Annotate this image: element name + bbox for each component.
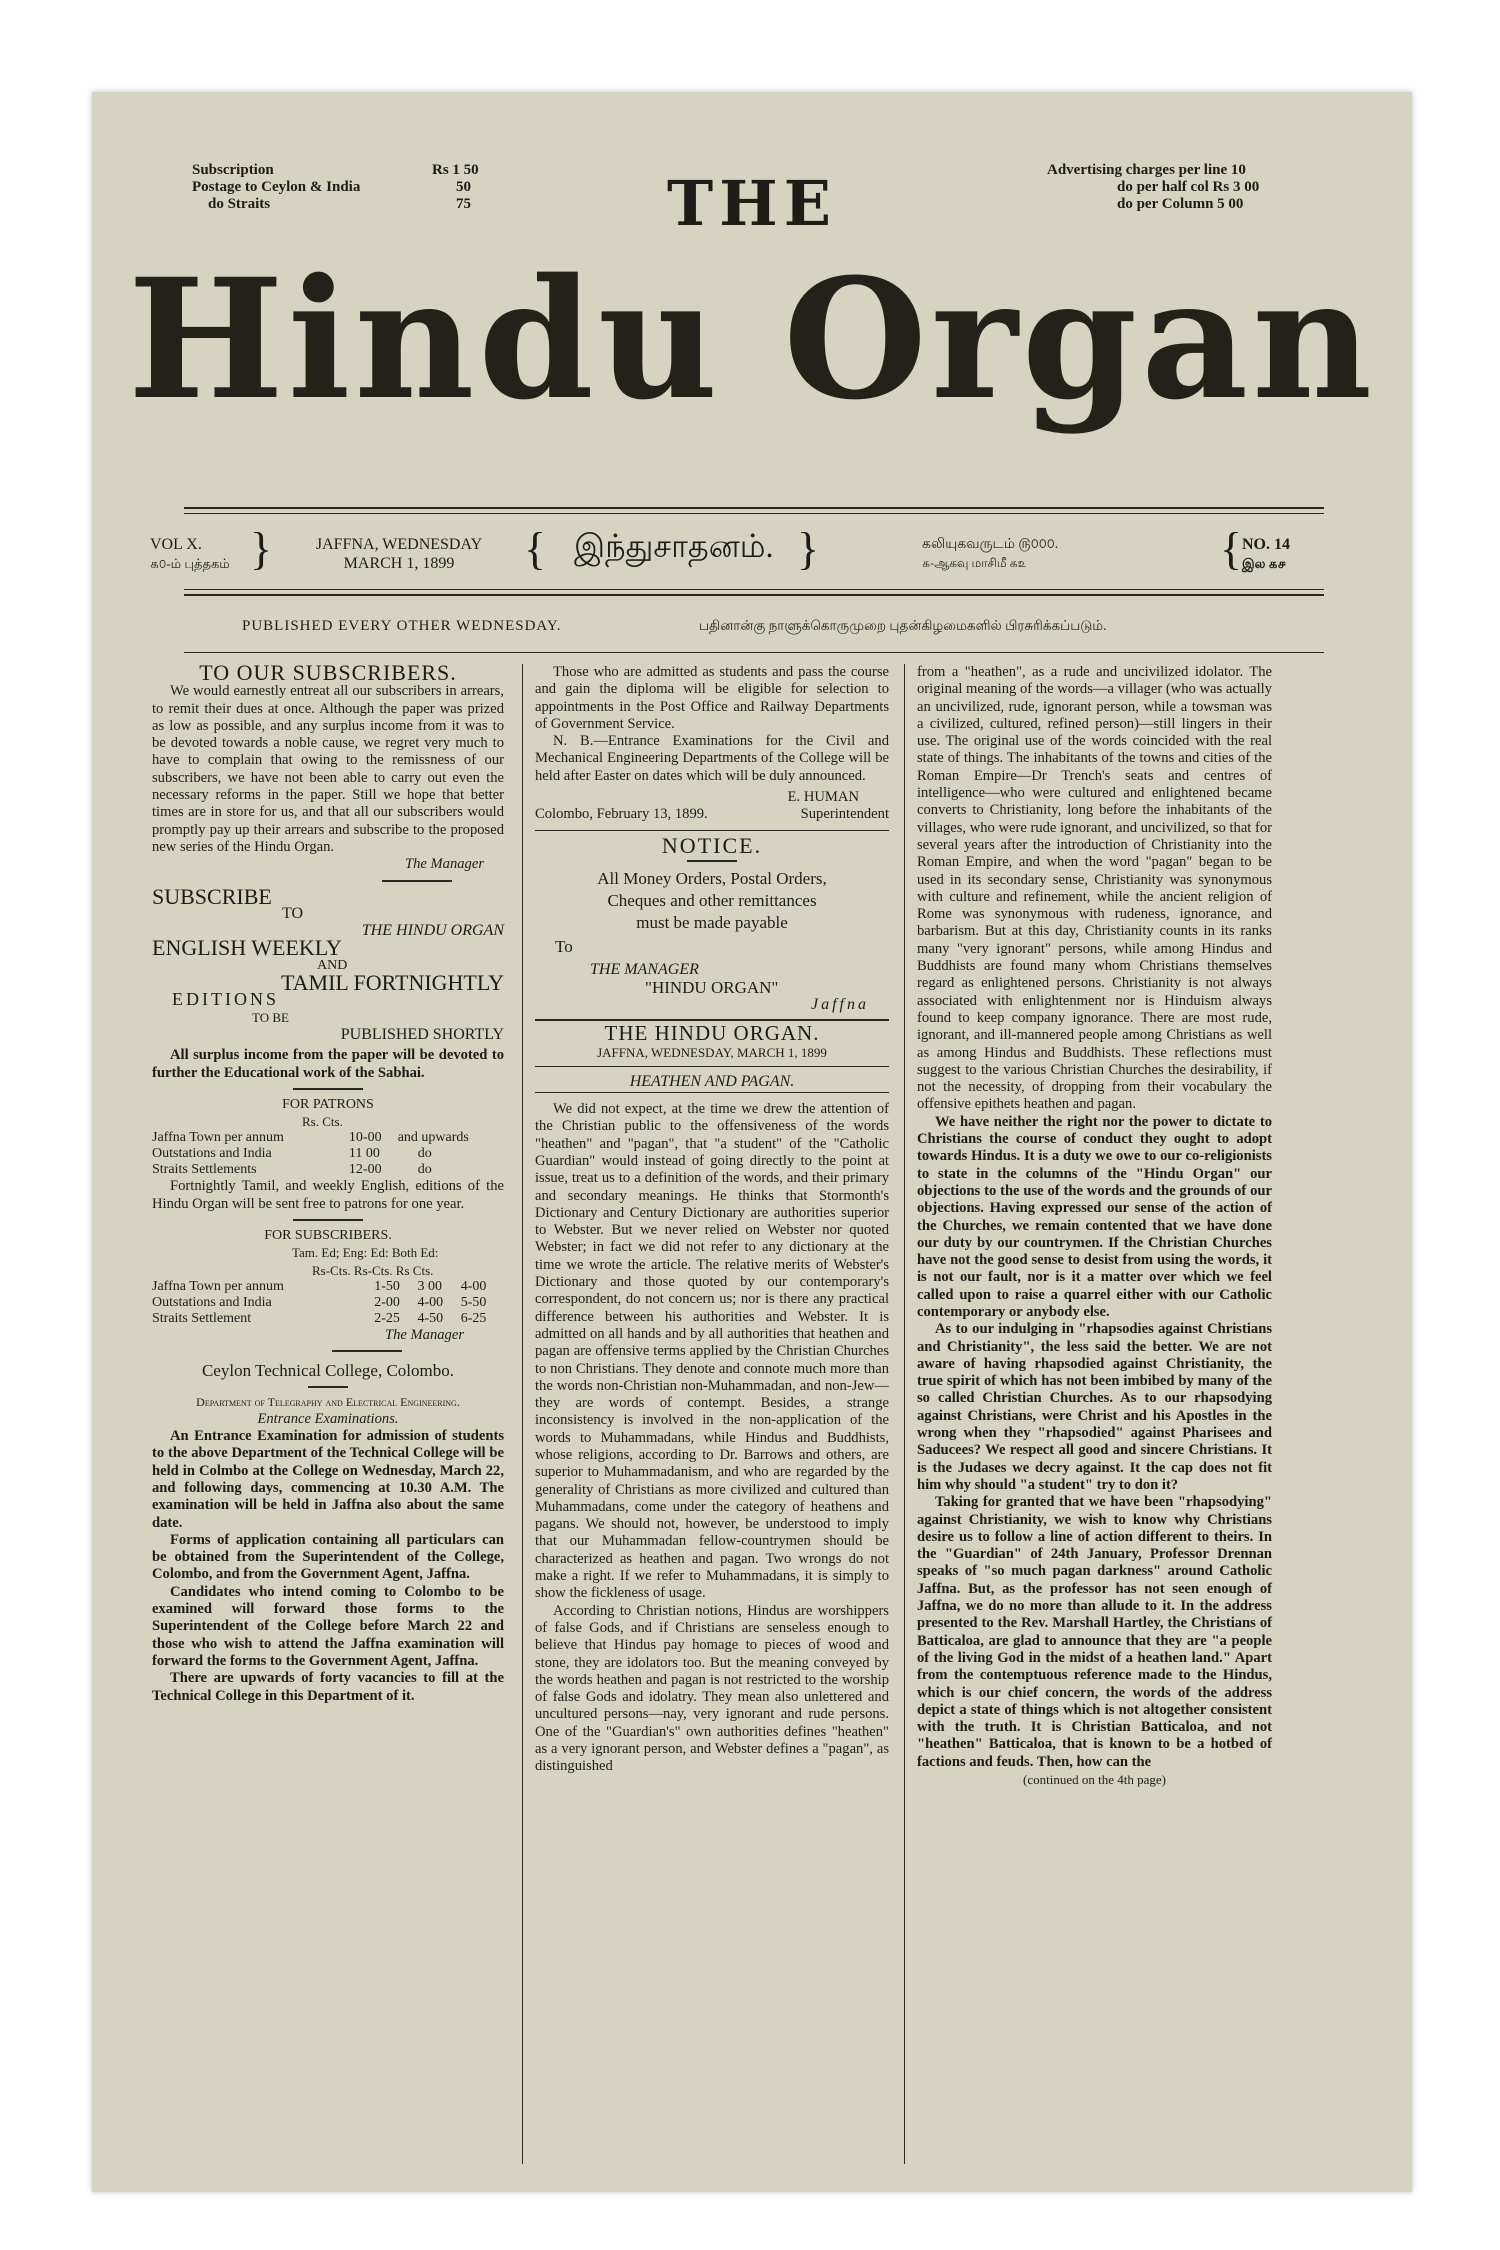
department-heading: Department of Telegraphy and Electrical Engineering. — [196, 1394, 460, 1409]
brace: { — [524, 523, 547, 574]
notice-line-1: All Money Orders, Postal Orders, — [597, 868, 827, 888]
subscribe-line: SUBSCRIBE — [152, 883, 272, 909]
notice-manager: THE MANAGER — [590, 961, 699, 979]
article-para-5: Taking for granted that we have been "rhapsodying" against Christianity, we wish to know why Christians desire us to follow a line of action different to theirs. In the "Guardian" of 24th January, Professor Drennan speaks of "so much pagan darkness" around Catholic Jaffna. But, as the professor has not seen enough of Jaffna, we do no more than allude to it. In the address presented to the Rev. Marshall Hartley, the Christians of Batticaloa, are glad to announce that they are "a people of the living God in the midst of a heathen land." Apart from the contemptuous reference made to the Hindus, which is our chief concern, the words of the address depict a state of things which is not altogether consistent with the truth. It is Christian Batticaloa, and not "heathen" Batticaloa, that is known to be a hotbed of factions and feuds. Then, how can the — [917, 1494, 1272, 1770]
issue-number-en: NO. 14 — [1242, 536, 1290, 553]
patrons-heading: FOR PATRONS — [282, 1096, 374, 1112]
published-shortly: PUBLISHED SHORTLY — [340, 1025, 504, 1043]
subs-a: 1-50 — [374, 1278, 400, 1294]
subscribers-body: We would earnestly entreat all our subscribers in arrears, to remit their dues at once. Although the paper was prized as low as possible, and any surplus income from it was to be devoted towards a noble cause, we regret very much to have to complain that owing to the remissness of our subscribers, we have not been able to carry out even the necessary reforms in the paper. Still we hope that better times are in store for us, and that all our subscribers would promptly pay up their arrears and subscribe to the proposed new series of the Hindu Organ. — [152, 683, 504, 855]
postage-ceylon-label: Postage to Ceylon & India — [192, 179, 361, 195]
rule — [535, 1066, 889, 1067]
volume — [150, 535, 230, 573]
subs-place: Outstations and India — [152, 1294, 272, 1310]
rule — [184, 594, 1324, 596]
patron-place: Jaffna Town per annum — [152, 1130, 284, 1146]
subs-b: 4-50 — [417, 1310, 444, 1326]
masthead-title: Hindu Organ — [127, 242, 1377, 436]
signatory-place-date: Colombo, February 13, 1899. — [535, 806, 708, 823]
article-heading: HEATHEN AND PAGAN. — [629, 1072, 795, 1090]
college-continued: Those who are admitted as students and pass the course and gain the diploma will be eligible for selection to appointments in the Post Office and Railway Departments of Government Service. — [535, 664, 889, 732]
rule — [184, 513, 1324, 514]
fortnightly-note: Fortnightly Tamil, and weekly English, editions of the Hindu Organ will be sent free to patrons for one year. — [152, 1178, 504, 1212]
subs-sign: The Manager — [384, 1326, 464, 1343]
brace: { — [1220, 523, 1243, 574]
brace: } — [797, 523, 820, 574]
article-para-1: We did not expect, at the time we drew the attention of the Christian public to the offensiveness of the words "heathen" and "pagan", that "a student" of the "Catholic Guardian" would instead of going directly to the point at issue, treat us to a definition of the words, and their primary and secondary meanings. He thinks that Stormonth's Dictionary and Century Dictionary are authorities superior to Webster. But we never relied on Webster nor quoted Webster; in fact we did not refer to any dictionary at the time we wrote the article. The relative merits of Webster's Dictionary and those quoted by our contemporary's correspondent, do not concern us; nor is there any practical difference between his authorities and Webster. It is admitted on all hands and by all authorities that heathen and pagan are offensive terms applied by the Christian Churches to non Christians. They denote and connote much more than the words non-Christian non-Muhammadan, and non-Jew—they are words of contempt. Besides, a strange inconsistency is involved in the non-application of the words to Muhammadans, while Hindus and Buddhists, whose religions, according to Dr. Barrows and others, are superior to Muhammadanism, and who are regarded by the generality of Christians as more civilized and cultured than Muhammadans, come under the category of heathens and pagans. We should not, however, be understood to imply that our Muhammadan fellow-countrymen should be characterized as heathen and pagan. Two wrongs do not make a right. If we refer to Muhammadans, it is simply to show the fickleness of usage. — [535, 1101, 889, 1602]
header-date: MARCH 1, 1899 — [343, 555, 455, 572]
volume-ta: ௧௦-ம் புத்தகம் — [150, 556, 230, 571]
subs-c: 5-50 — [460, 1294, 487, 1310]
english-weekly: ENGLISH WEEKLY — [152, 935, 342, 961]
patron-extra: and upwards — [397, 1130, 469, 1146]
notice-heading: NOTICE. — [661, 832, 763, 858]
rule — [184, 589, 1324, 590]
subscribe-and: AND — [317, 957, 348, 973]
paper-heading: THE HINDU ORGAN. — [604, 1021, 820, 1046]
tamil-fortnightly: TAMIL FORTNIGHTLY — [280, 970, 504, 996]
college-para-1: An Entrance Examination for admission of students to the above Department of the Technical College will be held in Colmbo at the College on Wednesday, March 22, and following days, commencing at 10.30 A.M. The examination will be held in Jaffna also about the same date. — [152, 1428, 504, 1531]
subs-place: Jaffna Town per annum — [152, 1278, 284, 1294]
subscribe-to: TO — [282, 904, 304, 922]
subs-b: 3 00 — [417, 1278, 442, 1294]
patron-place: Straits Settlements — [152, 1162, 257, 1178]
advertising-rates — [1047, 162, 1259, 213]
subs-a: 2-25 — [374, 1310, 400, 1326]
divider — [687, 860, 737, 862]
entrance-heading: Entrance Examinations. — [257, 1410, 399, 1427]
table-row — [152, 1295, 504, 1311]
rule — [535, 830, 889, 831]
table-row — [152, 1162, 504, 1178]
postage-ceylon-value: 50 — [456, 179, 471, 195]
paper-dateline: JAFFNA, WEDNESDAY, MARCH 1, 1899 — [597, 1045, 827, 1061]
article-para-3: We have neither the right nor the power to dictate to Christians the course of conduct they ought to adopt towards Hindus. It is a duty we owe to our co-religionists to state in the columns of the "Hindu Organ" our objections to the use of the words and the grounds of our objections. Having expressed our sense of the action of the Churches, we remain contented that we have done our duty by our countrymen. If the Christian Churches have not the good sense to desist from using the words, it is not our fault, nor is it a matter over which we feel called upon to raise a quarrel either with our Catholic contemporary or anybody else. — [917, 1113, 1272, 1320]
subs-header-1: Tam. Ed; Eng: Ed: Both Ed: — [292, 1245, 439, 1261]
brace: } — [250, 523, 273, 574]
subscribers-heading: TO OUR SUBSCRIBERS. — [199, 660, 457, 685]
rule — [535, 1092, 889, 1093]
surplus-income: All surplus income from the paper will be devoted to further the Educational work of the Sabhai. — [152, 1047, 504, 1081]
patron-amount: 11 00 — [348, 1146, 380, 1162]
rule — [184, 652, 1324, 653]
table-row — [152, 1146, 504, 1162]
notice-jaffna: Jaffna — [811, 995, 869, 1013]
article-continued: from a "heathen", as a rude and uncivilized idolator. The original meaning of the words—a villager (who was actually an uncivilized, rude, ignorant person, while a towsman was a civilized, cultured, refined person)—still lingers in their use. The original use of the words coincided with the real state of things. The inhabitants of the towns and cities of the Roman Empire—Dr Trench's seats and centres of intelligence—who were cultured and enlightened became converts to Christianity, long before the inhabitants of the villages, who were rude ignorant, and uncivilized, so that for several years after the introduction of Christianity into the Roman Empire, and when the word "pagan" began to be used in its secondary sense, Christianity was synonymous with culture and refinement, while the ancient religion of Rome was synonymous with rudeness, ignorance, and barbarism. But at this day, Christianity counts in its ranks many "very ignorant" persons, while among Hindus and Buddhists are found many whom Christians themselves regard as enlightened persons. Christianity is not always associated with enlightenment nor is Hinduism always found to keep company ignorance. There are most rude, ignorant, and ill-mannered people among Christians as well as among Hindus and Buddhists. These reflections must suggest to the various Christian Churches the desirability, if not the necessity, of dropping from their vocabulary the offensive epithets heathen and pagan. — [917, 664, 1273, 1113]
divider — [382, 880, 452, 882]
kali-year-b: ௧-ஆகவு மாசிமீ ௧௨ — [922, 556, 1027, 570]
patron-amount: 12-00 — [348, 1162, 382, 1178]
subscribers-sign: The Manager — [404, 856, 484, 873]
college-para-2: Forms of application containing all particulars can be obtained from the Superintendent of the College, Colombo, and from the Government Agent, Jaffna. — [152, 1531, 504, 1583]
rule — [184, 507, 1324, 509]
volume-en: VOL X. — [150, 536, 202, 553]
tamil-masthead: இந்துசாதனம். — [574, 528, 774, 564]
patron-amount: 10-00 — [348, 1130, 382, 1146]
column-3 — [917, 664, 1272, 1788]
to-be: TO BE — [252, 1009, 289, 1025]
newspaper-page — [92, 92, 1412, 2192]
college-para-3: Candidates who intend coming to Colombo to be examined will forward those forms to the Superintendent of the College before March 22 and those who wish to attend the Jaffna examination will forward the forms to the Government Agent, Jaffna. — [152, 1583, 504, 1669]
column-separator — [904, 664, 905, 2164]
signatory-role: Superintendent — [800, 806, 889, 823]
patron-place: Outstations and India — [152, 1146, 272, 1162]
subs-c: 6-25 — [460, 1310, 487, 1326]
table-row — [152, 1279, 504, 1295]
patron-extra: do — [417, 1162, 432, 1178]
notice-line-3: must be made payable — [636, 912, 788, 932]
patrons-currency: Rs. Cts. — [302, 1114, 343, 1130]
patron-extra: do — [417, 1146, 432, 1162]
college-nb: N. B.—Entrance Examinations for the Civil and Mechanical Engineering Departments of the College will be held after Easter on dates which will be duly announced. — [535, 733, 889, 784]
notice-to: To — [555, 936, 573, 956]
dateline-header — [274, 535, 524, 573]
subs-b: 4-00 — [417, 1294, 444, 1310]
issue-number-ta: இல ௧௪ — [1242, 556, 1286, 571]
kali-year-a: கலியுகவருடம் ௫௦௦௦. — [922, 537, 1059, 552]
patrons-table — [152, 1130, 504, 1178]
divider — [332, 1350, 402, 1352]
college-para-4: There are upwards of forty vacancies to fill at the Technical College in this Department of it. — [152, 1670, 504, 1704]
masthead-the: THE — [667, 167, 837, 240]
editions: EDITIONS — [172, 989, 279, 1010]
table-row — [152, 1311, 504, 1327]
column-separator — [522, 664, 523, 2164]
subs-a: 2-00 — [374, 1294, 400, 1310]
subs-place: Straits Settlement — [152, 1310, 252, 1326]
adv-half-col: do per half col Rs 3 00 — [1117, 179, 1260, 195]
article-para-4: As to our indulging in "rhapsodies against Christians and Christianity", the less said the better. We are not aware of having rhapsodied against Christianity, the true spirit of which has not been imbibed by many of the so called Christian Churches. As to our rhapsodying against Christians, were Christ and his Apostles in the wrong when they "rhapsodied" against Pharisees and Saducees? We respect all good and sincere Christians. It is the Judases we decry against. It the cap does not fit him why should "a student" try to don it? — [917, 1321, 1272, 1493]
column-2 — [535, 664, 889, 1776]
signatory-name: E. HUMAN — [787, 789, 859, 806]
published-tamil: பதினான்கு நாளுக்கொருமுறை புதன்கிழமைகளில் பிரசுரிக்கப்படும். — [699, 618, 1107, 633]
column-1 — [152, 660, 504, 1705]
continued-note: (continued on the 4th page) — [1023, 1772, 1166, 1787]
divider — [293, 1088, 363, 1090]
subs-header-2: Rs-Cts. Rs-Cts. Rs Cts. — [312, 1262, 434, 1278]
issue-number — [1242, 535, 1290, 573]
college-heading: Ceylon Technical College, Colombo. — [201, 1361, 455, 1381]
adv-line: Advertising charges per line 10 — [1047, 162, 1246, 178]
kali-year — [922, 535, 1058, 573]
notice-line-2: Cheques and other remittances — [607, 890, 817, 910]
divider — [293, 1219, 363, 1221]
postage-straits-value: 75 — [456, 196, 471, 212]
table-row — [152, 1130, 504, 1146]
header-place: JAFFNA, WEDNESDAY — [315, 536, 483, 553]
subscription-label: Subscription — [192, 162, 274, 178]
adv-column: do per Column 5 00 — [1117, 196, 1244, 212]
subscribe-organ: THE HINDU ORGAN — [361, 922, 504, 940]
published-every: PUBLISHED EVERY OTHER WEDNESDAY. — [242, 618, 562, 634]
divider — [308, 1386, 348, 1388]
subs-c: 4-00 — [460, 1278, 487, 1294]
subs-table — [152, 1279, 504, 1327]
subscription-value: Rs 1 50 — [432, 162, 479, 178]
signatory-line — [535, 806, 889, 823]
notice-organ: "HINDU ORGAN" — [645, 977, 779, 997]
article-para-2: According to Christian notions, Hindus are worshippers of false Gods, and if Christians are senseless enough to believe that Hindus pay homage to pieces of wood and stone, they are idolators too. But the meaning conveyed by the words heathen and pagan is not restricted to the worship of false Gods and idolatry. They mean also unlettered and uncultured persons—nay, very ignorant and rude persons. One of the "Guardian's" own authorities defines "heathen" as a very ignorant person, and Webster defines a "pagan", as distinguished — [535, 1602, 889, 1775]
subs-heading: FOR SUBSCRIBERS. — [264, 1228, 392, 1244]
postage-straits-label: do Straits — [208, 196, 271, 212]
